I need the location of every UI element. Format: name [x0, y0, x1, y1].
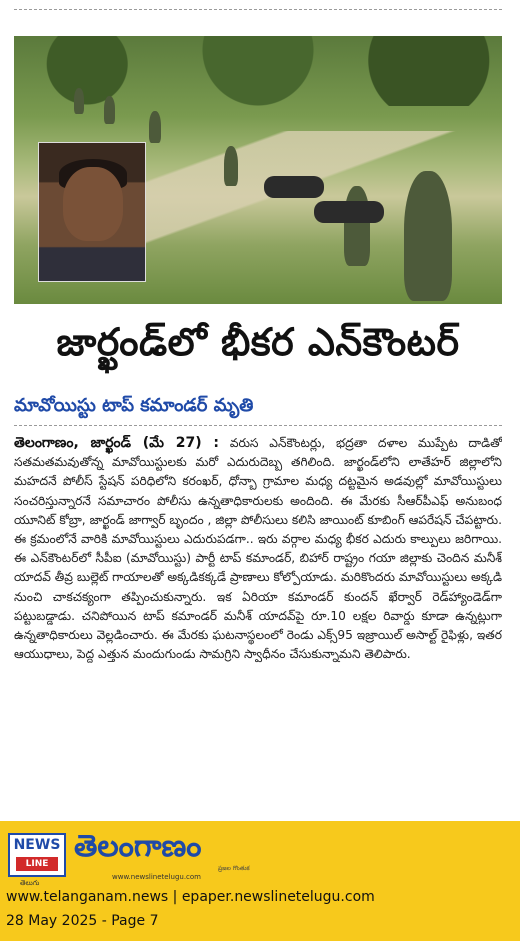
footer-urls[interactable]: www.telanganam.news | epaper.newslinetelugu.com [6, 889, 375, 905]
soldier-figure [149, 111, 161, 143]
top-divider [14, 9, 502, 10]
telanganam-logo[interactable]: తెలంగాణం [74, 829, 202, 864]
section-divider [14, 425, 502, 426]
motorcycle [264, 176, 324, 198]
news-line-top: NEWS [13, 837, 61, 853]
soldier-figure [404, 171, 452, 301]
telanganam-tagline: ప్రజల గొంతుక [218, 865, 250, 872]
body-text: వరుస ఎన్‌కౌంటర్లు, భద్రతా దళాల ముప్పేట దాడితో సతమతమవుతోన్న మావోయిస్టులకు మరో ఎదురుదెబ్బ తగిలింది. జార్ఖండ్‌లోని లాతేహర్ జిల్లాలోని మహదనే పోలీస్ స్టేషన్ పరిధిలోని కరంఖర్, ధోన్బా గ్రామాల మధ్య దట్టమైన అడవుల్లో మావోయిస్టులు సంచరిస్తున్నారనే సమాచారం పోలీసు ఉన్నతాధికారులకు అందింది. ఈ మేరకు సీఆర్‌పీఎఫ్ అనుబంధ యూనిట్ కోబ్రా, జార్ఖండ్ జాగ్వార్ బృందం , జిల్లా పోలీసులు కలిసి జాయింట్ కూబింగ్ ఆపరేషన్ చేపట్టారు. ఈ క్రమంలోనే వారికి మావోయిస్టులు ఎదురుపడగా.. ఇరు వర్గాల మధ్య భీకర ఎదురు కాల్పులు జరిగాయి. ఈ ఎన్‌కౌంటర్‌లో సీపీఐ (మావోయిస్టు) పార్టీ టాప్ కమాండర్, బిహార్ రాష్ట్రం గయా జిల్లాకు చెందిన మనీశ్ యాదవ్ తీవ్ర బుల్లెట్ గాయాలతో అక్కడికక్కడే ప్రాణాలు కోల్పోయాడు. మరికొందరు మావోయిస్టులు అక్కడి నుంచి చాకచక్యంగా తప్పించుకున్నారు. ఇక ఏరియా కమాండర్ కుందన్ ఖేర్వార్ రెడ్‌హ్యాండెడ్‌గా పట్టుబడ్డాడు. చనిపోయిన టాప్ కమాండర్ మనీశ్ యాదవ్‌పై రూ.10 లక్షల రివార్డు కూడా ఉన్నట్లుగా ఉన్నతాధికారులు వెల్లడించారు. ఈ మేరకు ఘటనాస్థలంలో రెండు ఎక్స్95 ఇజ్రాయిల్ అసాల్ట్ రైఫిళ్లు, ఇతర ఆయుధాలు, పెద్ద ఎత్తున మందుగుండు సామగ్రిని స్వాధీనం చేసుకున్నామని తెలిపారు. [14, 436, 502, 662]
article-photo [14, 36, 502, 304]
news-line-small: తెలుగు [20, 879, 40, 887]
motorcycle [314, 201, 384, 223]
soldier-figure [344, 186, 370, 266]
telanganam-site: www.newslinetelugu.com [112, 873, 201, 881]
soldier-figure [104, 96, 115, 124]
subheadline: మావోయిస్టు టాప్ కమాండర్ మృతి [14, 395, 254, 416]
footer-date-page: 28 May 2025 - Page 7 [6, 913, 159, 929]
news-line-logo[interactable] [8, 833, 66, 877]
dateline: తెలంగాణం, జార్ఖండ్ (మే 27) : [14, 435, 220, 451]
headline: జార్ఖండ్‌లో భీకర ఎన్‌కౌంటర్ [56, 320, 460, 364]
article-body [14, 434, 502, 806]
forest-canopy [14, 36, 502, 106]
portrait-inset [38, 142, 146, 282]
soldier-figure [74, 88, 84, 114]
soldier-figure [224, 146, 238, 186]
news-line-bottom: LINE [16, 857, 58, 871]
portrait-face [63, 167, 123, 241]
footer-banner [0, 821, 520, 941]
